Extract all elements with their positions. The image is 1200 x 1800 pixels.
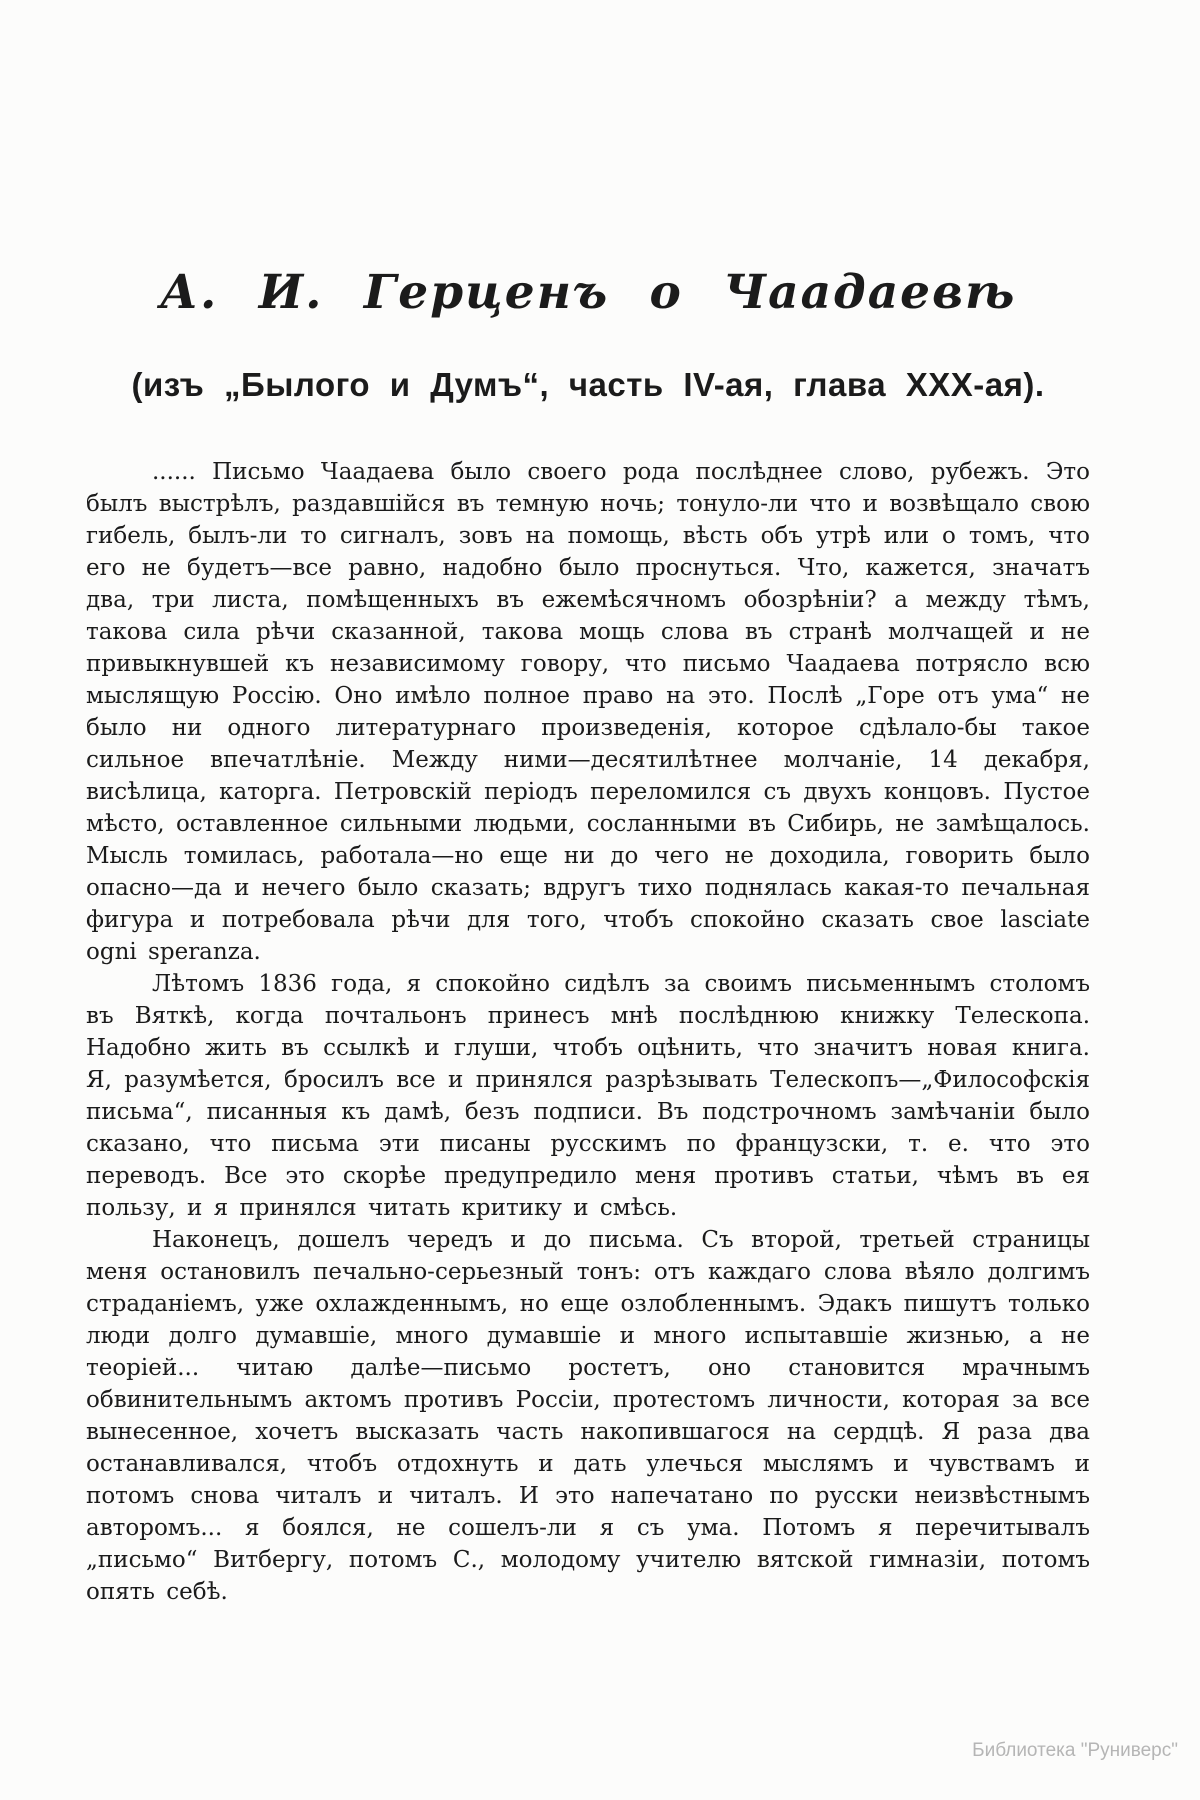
paragraph-2: Лѣтомъ 1836 года, я спокойно сидѣлъ за своимъ письменнымъ столомъ въ Вяткѣ, когда почтальонъ принесъ мнѣ послѣднюю книжку Телескопа. Надобно жить въ ссылкѣ и глуши, чтобъ оцѣнить, что значитъ новая книга. Я, разумѣется, бросилъ все и принялся разрѣзывать Телескопъ—„Философскія письма“, писанныя къ дамѣ, безъ подписи. Въ подстрочномъ замѣчаніи было сказано, что письма эти писаны русскимъ по французски, т. е. что это переводъ. Все это скорѣе предупредило меня противъ статьи, чѣмъ въ ея пользу, и я принялся читать критику и смѣсь.	[86, 971, 1090, 1221]
article-body	[86, 456, 1090, 1608]
article-title: А. И. Герценъ о Чаадаевѣ	[159, 265, 1017, 320]
paragraph-3: Наконецъ, дошелъ чередъ и до письма. Съ второй, третьей страницы меня остановилъ печально-серьезный тонъ: отъ каждаго слова вѣяло долгимъ страданіемъ, уже охлажденнымъ, но еще озлобленнымъ. Эдакъ пишутъ только люди долго думавшіе, много думавшіе и много испытавшіе жизнью, а не теоріей... читаю далѣе—письмо ростетъ, оно становится мрачнымъ обвинительнымъ актомъ противъ Россіи, протестомъ личности, которая за все вынесенное, хочетъ высказать часть накопившагося на сердцѣ. Я раза два останавливался, чтобъ отдохнуть и дать улечься мыслямъ и чувствамъ и потомъ снова читалъ и читалъ. И это напечатано по русски неизвѣстнымъ авторомъ... я боялся, не сошелъ-ли я съ ума. Потомъ я перечитывалъ „письмо“ Витбергу, потомъ С., молодому учителю вятской гимназіи, потомъ опять себѣ.	[86, 1227, 1090, 1605]
paragraph-1: ...... Письмо Чаадаева было своего рода послѣднее слово, рубежъ. Это былъ выстрѣлъ, раздавшійся въ темную ночь; тонуло-ли что и возвѣщало свою гибель, былъ-ли то сигналъ, зовъ на помощь, вѣсть объ утрѣ или о томъ, что его не будетъ—все равно, надобно было проснуться. Что, кажется, значатъ два, три листа, помѣщенныхъ въ ежемѣсячномъ обозрѣніи? а между тѣмъ, такова сила рѣчи сказанной, такова мощь слова въ странѣ молчащей и не привыкнувшей къ независимому говору, что письмо Чаадаева потрясло всю мыслящую Россію. Оно имѣло полное право на это. Послѣ „Горе отъ ума“ не было ни одного литературнаго произведенія, которое сдѣлало-бы такое сильное впечатлѣніе. Между ними—десятилѣтнее молчаніе, 14 декабря, висѣлица, каторга. Петровскій періодъ переломился съ двухъ концовъ. Пустое мѣсто, оставленное сильными людьми, сосланными въ Сибирь, не замѣщалось. Мысль томилась, работала—но еще ни до чего не доходила, говорить было опасно—да и нечего было сказать; вдругъ тихо поднялась какая-то печальная фигура и потребовала рѣчи для того, чтобъ спокойно сказать свое lasciate ogni speranza.	[86, 459, 1090, 965]
article-subtitle: (изъ „Былого и Думъ“, часть IV-ая, глава XXX-ая).	[131, 366, 1045, 403]
watermark: Библиотека "Руниверс"	[972, 1740, 1178, 1761]
